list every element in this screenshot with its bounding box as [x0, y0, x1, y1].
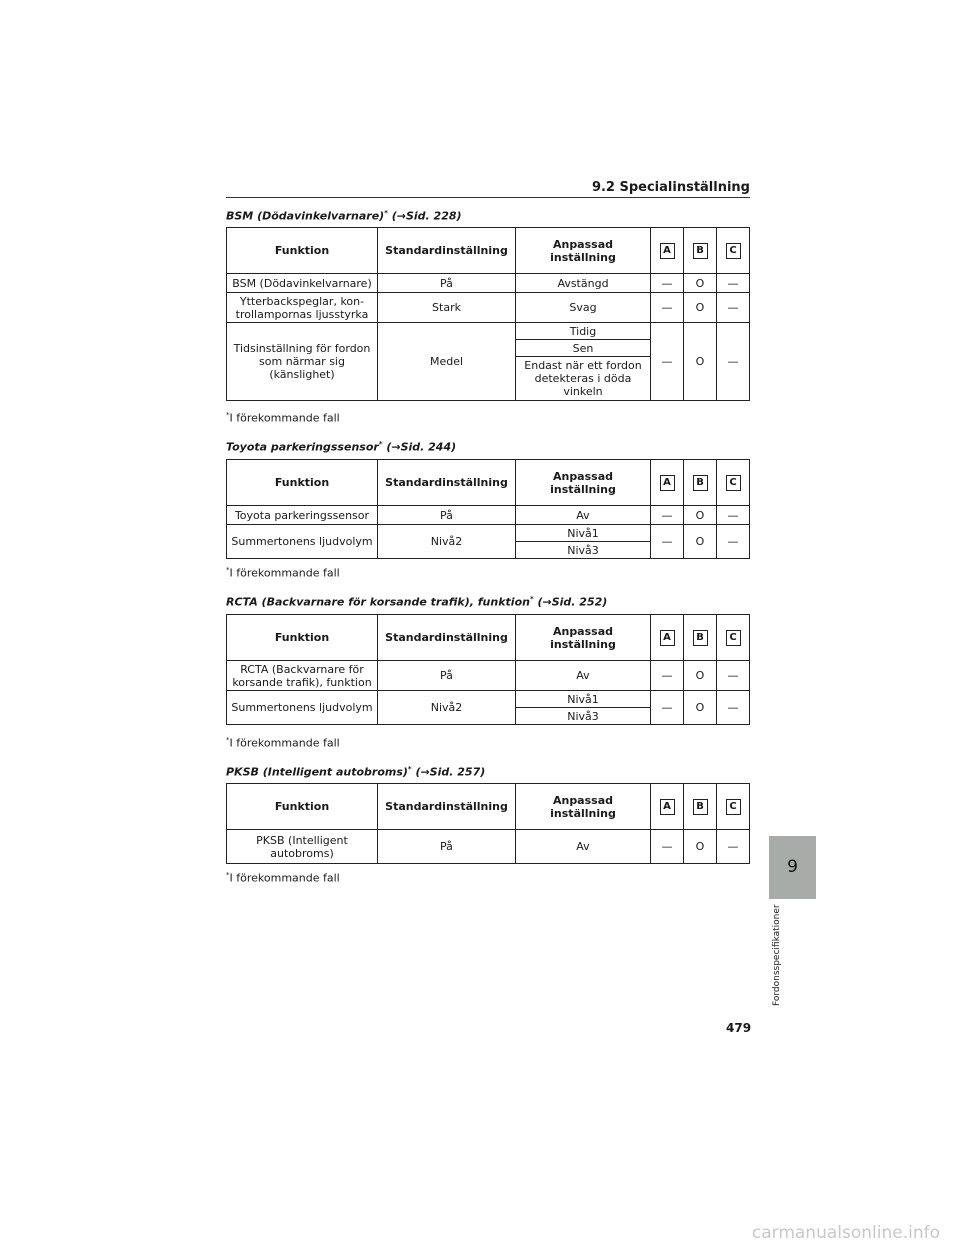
header-standard: Standardinställning	[378, 784, 516, 830]
table-row: Tidsinställning för fordon som närmar sig (känslighet) Medel Tidig — O —	[227, 323, 750, 340]
letter-c-icon: C	[726, 630, 741, 646]
table-row: BSM (Dödavinkelvarnare) På Avstängd — O —	[227, 274, 750, 293]
letter-b-icon: B	[693, 243, 708, 259]
section-title-bsm: BSM (Dödavinkelvarnare)* (→Sid. 228)	[226, 209, 462, 223]
table-parking-sensor	[226, 459, 750, 559]
header-anpassad: Anpassad inställning	[516, 784, 651, 830]
header-c	[717, 615, 750, 661]
header-standard: Standardinställning	[378, 228, 516, 274]
letter-c-icon: C	[726, 799, 741, 815]
table-bsm	[226, 227, 750, 401]
footnote: *I förekommande fall	[226, 736, 340, 750]
header-a	[651, 784, 684, 830]
header-standard: Standardinställning	[378, 615, 516, 661]
section-heading: 9.2 Specialinställning	[591, 180, 750, 195]
table-header-row	[227, 228, 750, 274]
table-header-row	[227, 615, 750, 661]
header-c	[717, 460, 750, 506]
header-c	[717, 228, 750, 274]
header-b	[684, 460, 717, 506]
footnote: *I förekommande fall	[226, 871, 340, 885]
table-row: Sen	[227, 340, 750, 357]
letter-a-icon: A	[660, 799, 675, 815]
table-header-row	[227, 784, 750, 830]
header-standard: Standardinställning	[378, 460, 516, 506]
table-row: Ytterbackspeglar, kon-trollampornas ljusstyrka Stark Svag — O —	[227, 293, 750, 323]
header-funktion: Funktion	[227, 615, 378, 661]
table-row: Summertonens ljudvolym Nivå2 Nivå1 — O —	[227, 691, 750, 708]
header-a	[651, 615, 684, 661]
table-row: Nivå3	[227, 708, 750, 725]
section-title-pksb: PKSB (Intelligent autobroms)* (→Sid. 257)	[226, 765, 486, 779]
letter-c-icon: C	[726, 243, 741, 259]
table-row: Summertonens ljudvolym Nivå2 Nivå1 — O —	[227, 525, 750, 542]
page-number: 479	[726, 1021, 752, 1035]
header-funktion: Funktion	[227, 784, 378, 830]
watermark: carmanualsonline.info	[751, 1223, 940, 1243]
table-pksb	[226, 783, 750, 864]
table-rcta	[226, 614, 750, 725]
table-row: Nivå3	[227, 542, 750, 559]
header-funktion: Funktion	[227, 228, 378, 274]
header-c	[717, 784, 750, 830]
footnote: *I förekommande fall	[226, 566, 340, 580]
header-b	[684, 615, 717, 661]
header-b	[684, 228, 717, 274]
section-title-rcta: RCTA (Backvarnare för korsande trafik), funktion* (→Sid. 252)	[226, 595, 608, 609]
header-anpassad: Anpassad inställning	[516, 615, 651, 661]
header-anpassad: Anpassad inställning	[516, 460, 651, 506]
table-row: RCTA (Backvarnare för korsande trafik), funktion På Av — O —	[227, 661, 750, 691]
header-b	[684, 784, 717, 830]
letter-c-icon: C	[726, 475, 741, 491]
letter-b-icon: B	[693, 475, 708, 491]
letter-a-icon: A	[660, 475, 675, 491]
letter-b-icon: B	[693, 630, 708, 646]
chapter-title: Fordonsspecifikationer	[772, 904, 782, 1006]
section-title-parking-sensor: Toyota parkeringssensor* (→Sid. 244)	[226, 440, 457, 454]
header-a	[651, 228, 684, 274]
chapter-number: 9	[787, 857, 798, 877]
header-a	[651, 460, 684, 506]
letter-b-icon: B	[693, 799, 708, 815]
table-row: Endast när ett fordon detekteras i döda vinkeln	[227, 357, 750, 401]
letter-a-icon: A	[660, 243, 675, 259]
footnote: *I förekommande fall	[226, 411, 340, 425]
letter-a-icon: A	[660, 630, 675, 646]
header-funktion: Funktion	[227, 460, 378, 506]
header-anpassad: Anpassad inställning	[516, 228, 651, 274]
page-header	[226, 180, 750, 198]
table-row: Toyota parkeringssensor På Av — O —	[227, 506, 750, 525]
table-row: PKSB (Intelligent autobroms) På Av — O —	[227, 830, 750, 864]
table-header-row	[227, 460, 750, 506]
chapter-tab	[769, 836, 816, 899]
